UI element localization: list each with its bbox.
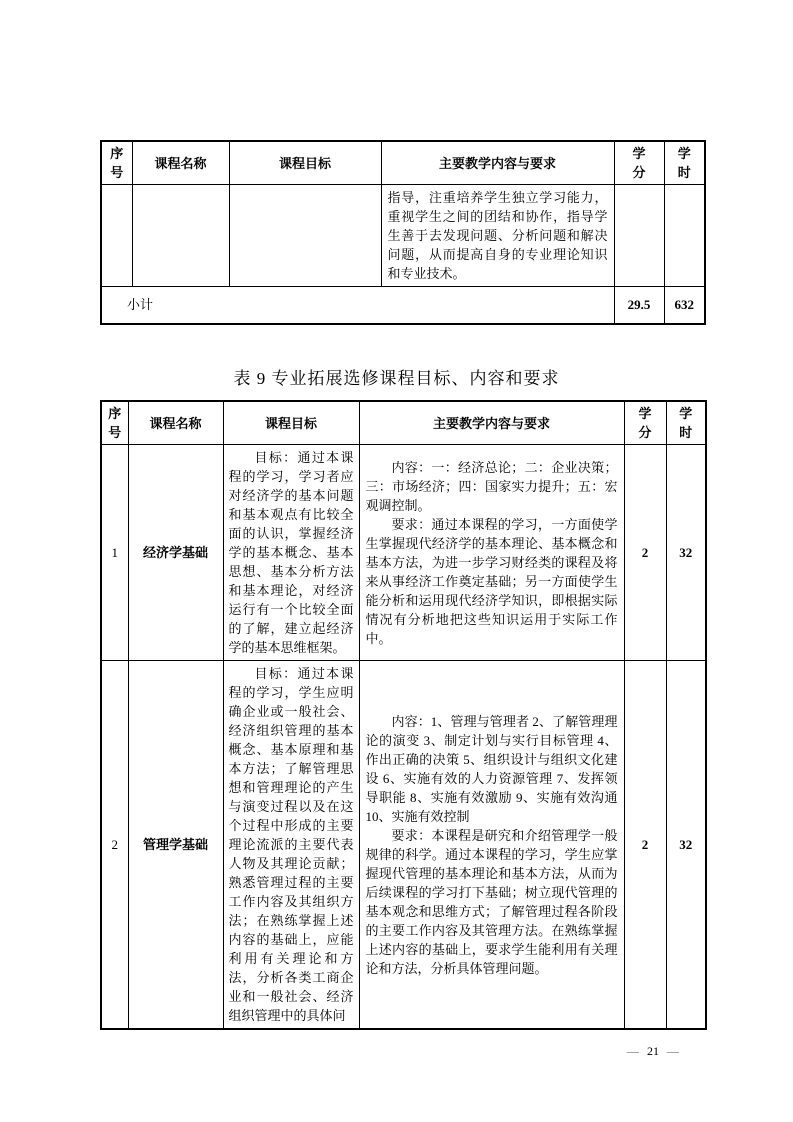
course-name: 管理学基础: [128, 661, 223, 1030]
col-header-hours: 学时: [664, 141, 705, 185]
course-name: 经济学基础: [128, 445, 223, 661]
col-header-credits: 学分: [614, 141, 664, 185]
course-credits: 2: [624, 445, 666, 661]
subtotal-credits: 29.5: [614, 287, 664, 324]
course-objective-text: 目标：通过本课程的学习，学习者应对经济学的基本问题和基本观点有比较全面的认识，掌握经济学的基本概念、基本思想、基本分析方法和基本理论，对经济运行有一个比较全面的了解，建立起经济学的基本思维框架。: [228, 450, 354, 655]
empty-credits-cell: [614, 185, 664, 287]
course-row-economics: [101, 445, 706, 661]
course-no: 2: [101, 661, 128, 1030]
course-no: 1: [101, 445, 128, 661]
col-header-no: 序号: [101, 401, 128, 445]
course-hours: 32: [666, 661, 706, 1030]
continuation-row: [101, 185, 705, 287]
course-objective-text: 目标：通过本课程的学习，学生应明确企业或一般社会、经济组织管理的基本概念、基本原理和基本方法；了解管理思想和管理理论的产生与演变过程以及在这个过程中形成的主要理论流派的主要代表人物及其理论贡献；熟悉管理过程的主要工作内容及其组织方法；在熟练掌握上述内容的基础上，应能利用有关理论和方法，分析各类工商企业和一般社会、经济组织管理中的具体问: [228, 666, 354, 1023]
continuation-text: 指导，注重培养学生独立学习能力，重视学生之间的团结和协作，指导学生善于去发现问题、分析问题和解决问题，从而提高自身的专业理论知识和专业技术。: [387, 190, 608, 281]
course-content-text: 内容：1、管理与管理者 2、了解管理理论的演变 3、制定计划与实行目标管理 4、作出正确的决策 5、组织设计与组织文化建设 6、实施有效的人力资源管理 7、发挥领导职能 8、实施有效激励 9、实施有效沟通 10、实施有效控制: [365, 713, 618, 824]
col-header-hours: 学时: [666, 401, 706, 445]
subtotal-row: [101, 287, 705, 324]
previous-table-continuation: [100, 140, 706, 325]
continuation-content-cell: [381, 185, 614, 287]
page-number-dash-left: —: [627, 1044, 639, 1058]
page-number-dash-right: —: [667, 1044, 679, 1058]
col-header-no: 序号: [101, 141, 132, 185]
col-header-course-name: 课程名称: [128, 401, 223, 445]
col-header-content: 主要教学内容与要求: [359, 401, 624, 445]
prev-table-header-row: [101, 141, 705, 185]
col-header-objective: 课程目标: [223, 401, 359, 445]
table9-title: 表 9 专业拓展选修课程目标、内容和要求: [233, 369, 560, 388]
course-content-cell: [359, 661, 624, 1030]
main-table-header-row: [101, 401, 706, 445]
course-credits: 2: [624, 661, 666, 1030]
col-header-content: 主要教学内容与要求: [381, 141, 614, 185]
subtotal-hours: 632: [664, 287, 705, 324]
course-objective-cell: [223, 445, 359, 661]
page-number: [619, 1044, 687, 1059]
course-content-cell: [359, 445, 624, 661]
col-header-objective: 课程目标: [229, 141, 381, 185]
empty-objective-cell: [229, 185, 381, 287]
course-requirement-text: 要求：通过本课程的学习，一方面使学生掌握现代经济学的基本理论、基本概念和基本方法，为进一步学习财经类的课程及将来从事经济工作奠定基础；另一方面使学生能分析和运用现代经济学知识，即根据实际情况有分析地把这些知识运用于实际工作中。: [365, 516, 618, 646]
col-header-credits: 学分: [624, 401, 666, 445]
col-header-course-name: 课程名称: [132, 141, 229, 185]
course-hours: 32: [666, 445, 706, 661]
subtotal-label: 小计: [101, 287, 614, 324]
course-objective-cell: [223, 661, 359, 1030]
empty-no-cell: [101, 185, 132, 287]
course-requirement-text: 要求：本课程是研究和介绍管理学一般规律的科学。通过本课程的学习，学生应掌握现代管理的基本理论和基本方法，从而为后续课程的学习打下基础；树立现代管理的基本观念和思维方式；了解管理过程各阶段的主要工作内容及其管理方法。在熟练掌握上述内容的基础上，要求学生能利用有关理论和方法，分析具体管理问题。: [365, 827, 618, 976]
empty-hours-cell: [664, 185, 705, 287]
empty-name-cell: [132, 185, 229, 287]
course-row-management: [101, 661, 706, 1030]
course-content-text: 内容：一：经济总论；二：企业决策；三：市场经济；四：国家实力提升；五：宏观调控制。: [365, 459, 618, 513]
page-number-value: 21: [647, 1044, 659, 1058]
table9-elective-courses: [100, 400, 707, 1030]
